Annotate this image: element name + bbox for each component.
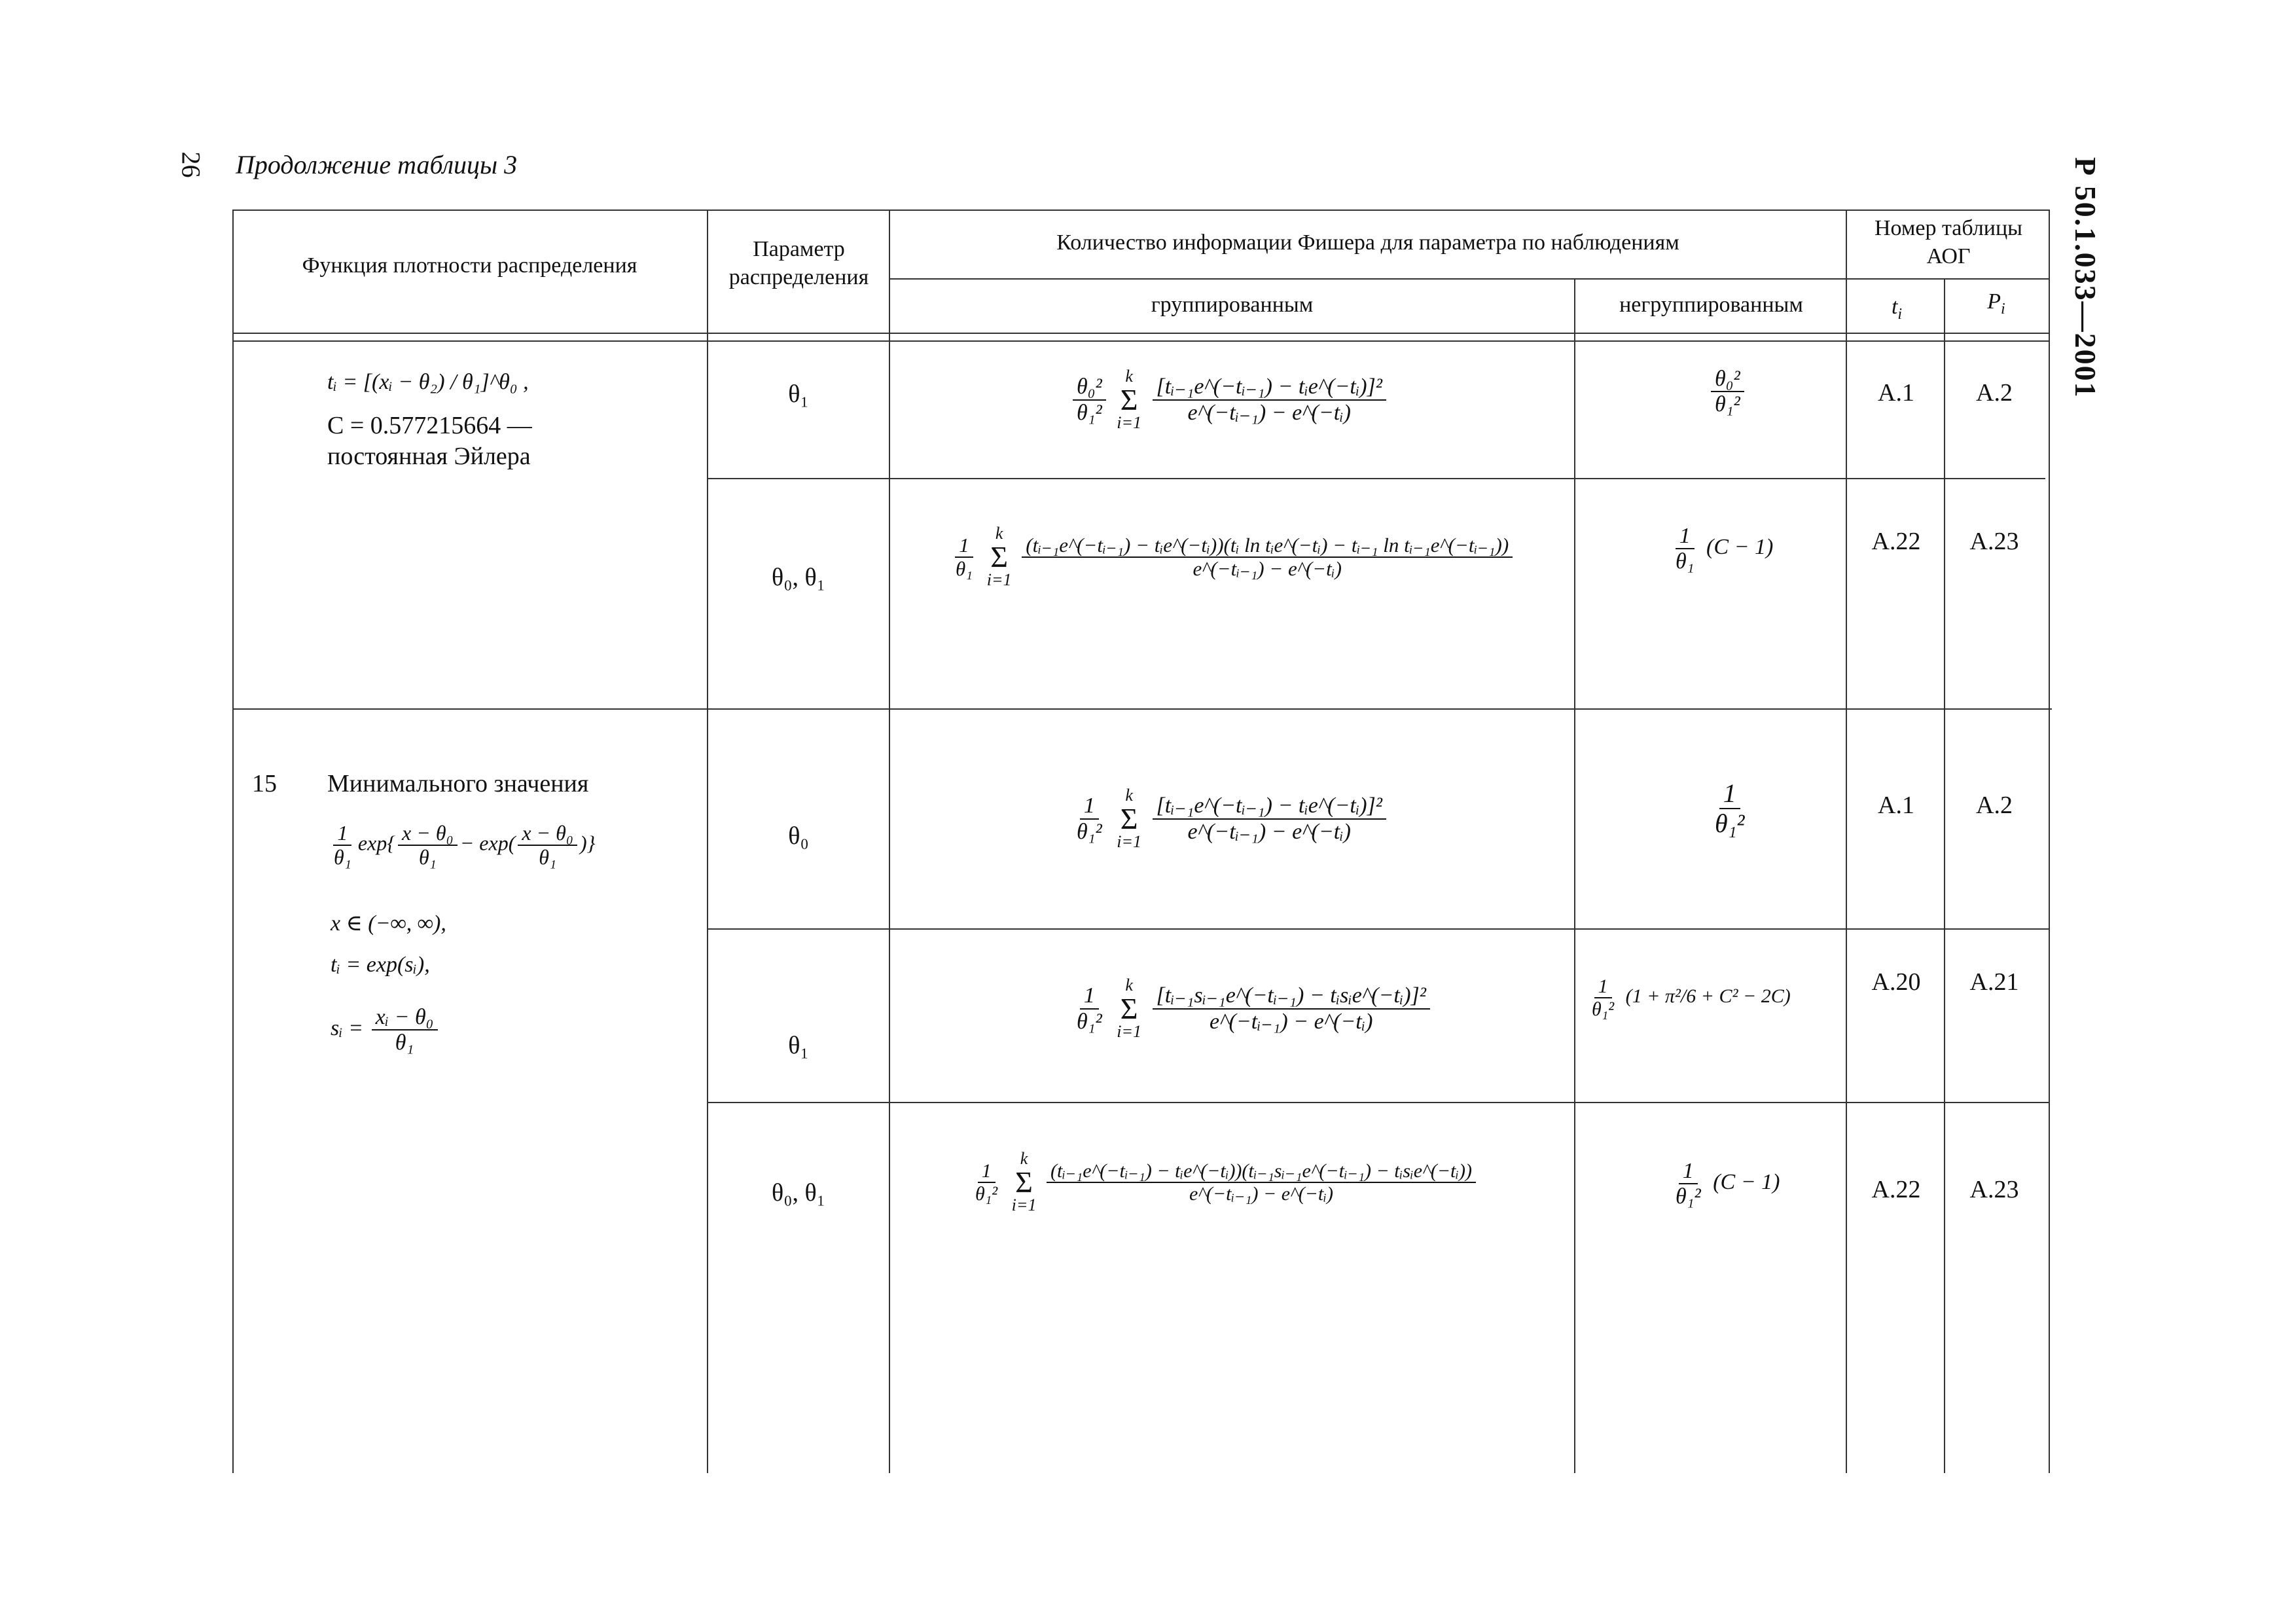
standard-code: Р 50.1.033—2001 [2069, 157, 2102, 399]
block1-row2-param: θ₀, θ₁ [772, 564, 825, 591]
header-fisher-info: Количество информации Фишера для параметра по наблюдениям [1056, 230, 1679, 255]
block2-density-formula: $\frac{1}{\text{θ₁}}$ exp{ $\frac{\text{x − θ₀}}{\text{θ₁}}$ − exp( $\frac{\text{x − θ₀}}{\text{θ₁}}$ )} [334, 821, 596, 869]
block2-row3-grouped: $\frac{1}{\text{θ₁²}}$ k Σ i=1 $\frac{\text{(tᵢ₋₁e\textasciicircum{}(−tᵢ₋₁) − tᵢe\textasciicircum{}(−tᵢ))(tᵢ₋₁sᵢ₋₁e\textasciicircum{}(−tᵢ₋₁) − tᵢsᵢe\textasciicircum{}(−tᵢ))}}{\text{e\textasciicircum{}(−tᵢ₋₁) − e\textasciicircum{}(−tᵢ)}}$ [969, 1149, 1479, 1215]
block2-row2-ungrouped: $\frac{1}{\text{θ₁²}}$ (1 + π²/6 + C² − 2C) [1592, 976, 1791, 1020]
block2-row1-grouped: $\frac{1}{\text{θ₁²}}$ k Σ i=1 $\frac{\text{[tᵢ₋₁e\textasciicircum{}(−tᵢ₋₁) − tᵢe\textasciicircum{}(−tᵢ)]²}}{\text{e\textasciicircum{}(−tᵢ₋₁) − e\textasciicircum{}(−tᵢ)}}$ [1070, 786, 1389, 852]
block2-row1-ungrouped: $\frac{1}{\text{θ₁²}}$ [1715, 778, 1745, 838]
block2-domain: x ∈ (−∞, ∞), [331, 911, 446, 936]
block2-row3-param: θ₀, θ₁ [772, 1179, 825, 1207]
block2-row1-param: θ₀ [788, 822, 809, 850]
header-aog-number: Номер таблицы АОГ [1874, 216, 2023, 268]
block1-row2-ungrouped: $\frac{1}{\text{θ₁}}$ (C − 1) [1676, 524, 1774, 574]
block1-row1-grouped: $\frac{\text{θ₀²}}{\text{θ₁²}}$ k Σ i=1 $\frac{\text{[tᵢ₋₁e\textasciicircum{}(−tᵢ₋₁) − tᵢe\textasciicircum{}(−tᵢ)]²}}{\text{e\textasciicircum{}(−tᵢ₋₁) − e\textasciicircum{}(−tᵢ)}}$ [1070, 367, 1389, 433]
block1-row1-ungrouped: $\frac{\text{θ₀²}}{\text{θ₁²}}$ [1708, 367, 1747, 417]
block2-s-definition: sᵢ = $\frac{\text{xᵢ − θ₀}}{\text{θ₁}}$ [331, 1005, 440, 1055]
header-ti: $t_i$ [1891, 295, 1903, 323]
block2-row3-pi: A.23 [1969, 1176, 2019, 1203]
header-function: Функция плотности распределения [302, 253, 637, 278]
block2-row2-ti: A.20 [1871, 968, 1921, 996]
block2-row1-pi: A.2 [1976, 792, 2013, 819]
block2-row2-pi: A.21 [1969, 968, 2019, 996]
block2-row2-param: θ₁ [788, 1032, 809, 1059]
block2-title: Минимального значения [327, 770, 589, 797]
table-caption: Продолжение таблицы 3 [236, 150, 518, 179]
block1-row2-ti: A.22 [1871, 528, 1921, 555]
header-ungrouped: негруппированным [1619, 293, 1803, 317]
block1-row1-pi: A.2 [1976, 379, 2013, 407]
block1-row1-ti: A.1 [1878, 379, 1914, 407]
block2-t-definition: tᵢ = exp(sᵢ), [331, 953, 430, 977]
page-number: 26 [176, 151, 206, 178]
block1-row1-param: θ₁ [788, 380, 809, 408]
block2-row1-ti: A.1 [1878, 792, 1914, 819]
block2-number: 15 [252, 770, 277, 797]
block1-func-line3: постоянная Эйлера [327, 443, 531, 470]
header-parameter: Параметр распределения [728, 237, 869, 289]
block1-row2-pi: A.23 [1969, 528, 2019, 555]
block2-row3-ti: A.22 [1871, 1176, 1921, 1203]
header-grouped: группированным [1151, 293, 1314, 317]
block2-row2-grouped: $\frac{1}{\text{θ₁²}}$ k Σ i=1 $\frac{\text{[tᵢ₋₁sᵢ₋₁e\textasciicircum{}(−tᵢ₋₁) − tᵢsᵢe\textasciicircum{}(−tᵢ)]²}}{\text{e\textasciicircum{}(−tᵢ₋₁) − e\textasciicircum{}(−tᵢ)}}$ [1070, 976, 1433, 1042]
block2-row3-ungrouped: $\frac{1}{\text{θ₁²}}$ (C − 1) [1676, 1159, 1780, 1209]
block1-func-line2: C = 0.577215664 — [327, 412, 532, 439]
header-pi: $P_i$ [1987, 289, 2005, 318]
block1-func-line1: tᵢ = [(xᵢ − θ₂) / θ₁]^θ₀ , [327, 370, 529, 394]
block1-row2-grouped: $\frac{1}{\text{θ₁}}$ k Σ i=1 (tᵢ₋₁e^(−tᵢ₋₁) − tᵢe^(−tᵢ))(tᵢ ln tᵢe^(−tᵢ) − tᵢ₋₁ ln tᵢ₋₁e^(−tᵢ₋₁)) e^(−tᵢ₋₁) − e^(−tᵢ) [949, 524, 1515, 590]
